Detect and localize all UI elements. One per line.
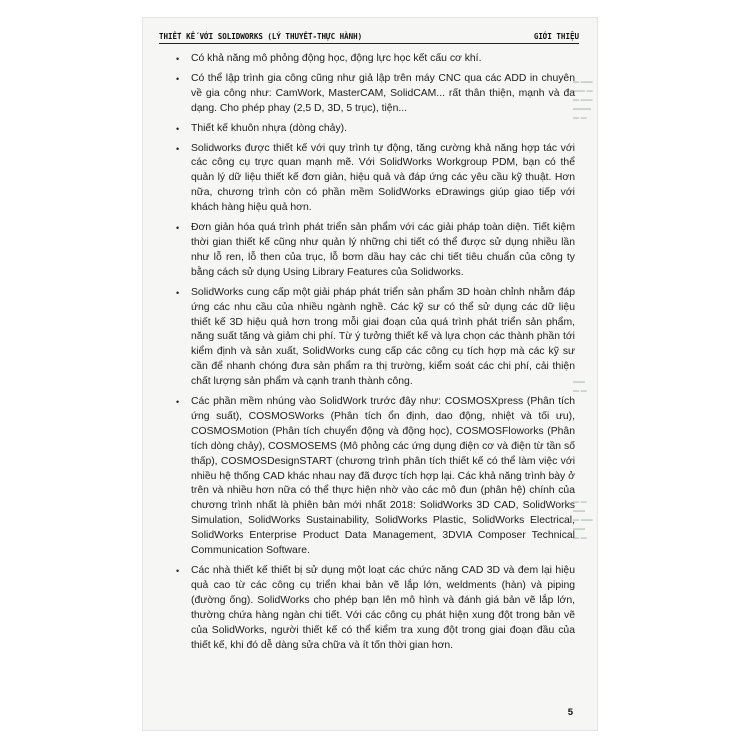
- bullet-list: [167, 52, 575, 653]
- show-through-text: ▬▬ ▬ ▬: [573, 379, 587, 394]
- bullet-icon: •: [176, 54, 180, 64]
- list-item-text: Solidworks được thiết kế với quy trình tự động, tăng cường khả năng hợp tác với các công cụ trực quan mạnh mẽ. Với SolidWorks Workgroup PDM, bạn có thể quản lý dữ liệu thiết kế đơn giản, hiệu quả và đáp ứng các yêu cầu kỹ thuật. Hơn nữa, chương trình còn có phần mềm SolidWorks eDrawings giúp giao tiếp với khách hàng hiệu quả hơn.: [191, 142, 575, 214]
- running-header: [159, 28, 579, 44]
- bullet-icon: •: [176, 397, 180, 408]
- list-item: [167, 142, 575, 217]
- list-item-text: Các phần mềm nhúng vào SolidWork trước đây như: COSMOSXpress (Phân tích ứng suất), COSMOSWorks (Phân tích ổn định, dao động, nhiệt và tối ưu), COSMOSMotion (Phân tích chuyển động và động học), COSMOSFloworks (Phân tích dòng chảy), COSMOSEMS (Mô phỏng các ứng dụng điện cơ và điện từ tần số thấp), COSMOSDesignSTART (chương trình phân tích thiết kế có thể làm việc với nhiều hệ thống CAD khác nhau nay đã được tích hợp lại. Các khả năng trình bày ở trên và nhiều hơn nữa có thể thực hiện nhờ vào các mô đun (phân hệ) chính của chương trình nhất là phiên bản mới nhất 2018: SolidWorks 3D CAD, SolidWorks Simulation, SolidWorks Sustainability, SolidWorks Plastic, SolidWorks Electrical, SolidWorks Enterprise Product Data Management, 3DVIA Composer Technical Communication Software.: [191, 396, 575, 557]
- book-page: [143, 18, 597, 730]
- page-body: [167, 52, 575, 658]
- bullet-icon: •: [176, 223, 180, 234]
- header-chapter-title: GIỚI THIỆU: [533, 32, 579, 41]
- show-through-text: ▬ ▬▬ ▬▬ ▬ ▬ ▬▬ ▬▬▬ ▬ ▬: [573, 79, 593, 121]
- bullet-icon: •: [176, 73, 180, 84]
- bullet-icon: •: [176, 143, 180, 154]
- list-item-text: Có thể lập trình gia công cũng như giả lập trên máy CNC qua các ADD in chuyên về gia công như: CamWork, MasterCAM, SolidCAM... rất thân thiện, mạnh và đa dạng. Cho phép phay (2,5 D, 3D, 5 trục), tiện...: [191, 72, 575, 114]
- list-item: [167, 286, 575, 390]
- header-book-title: THIẾT KẾ VỚI SOLIDWORKS (LÝ THUYẾT-THỰC HÀNH): [159, 32, 363, 41]
- bullet-icon: •: [176, 287, 180, 298]
- page-number: 5: [567, 707, 573, 718]
- list-item-text: Thiết kế khuôn nhựa (dòng chảy).: [191, 122, 347, 134]
- list-item: [167, 221, 575, 281]
- list-item-text: Đơn giản hóa quá trình phát triển sản phẩm với các giải pháp toàn diện. Tiết kiệm thời gian thiết kế cũng như quản lý những chi tiết có thể được sử dụng nhiều lần như lỗ ren, lỗ then của trục, lỗ bơm dầu hay các chi tiết tiêu chuẩn của công ty bằng cách sử dụng Using Library Features của Solidworks.: [191, 222, 575, 278]
- list-item: [167, 395, 575, 559]
- list-item: [167, 564, 575, 653]
- list-item: [167, 122, 575, 137]
- bullet-icon: •: [176, 123, 180, 134]
- list-item: [167, 72, 575, 117]
- bullet-icon: •: [176, 566, 180, 576]
- list-item: [167, 52, 575, 67]
- show-through-text: ▬ ▬ ▬▬ ▬ ▬▬ ▬▬ ▬ ▬: [573, 499, 593, 541]
- list-item-text: Các nhà thiết kế thiết bị sử dụng một loạt các chức năng CAD 3D và đem lại hiệu quả cao từ các công cụ triển khai bản vẽ lắp lớn, weldments (hàn) và piping (đường ống). SolidWorks cho phép bạn lên mô hình và đánh giá bản vẽ lắp lớn, thường chứa hàng ngàn chi tiết. Với các công cụ phát hiện xung đột trong bản vẽ của SolidWorks, người thiết kế có thể kiểm tra xung đột trong giai đoạn đầu của thiết kế, khi đó dễ dàng sửa chữa và ít tốn thời gian hơn.: [191, 565, 575, 651]
- list-item-text: SolidWorks cung cấp một giải pháp phát triển sản phẩm 3D hoàn chỉnh nhằm đáp ứng các nhu cầu của nhiều ngành nghề. Các kỹ sư có thể sử dụng các dữ liệu thiết kế 3D hiệu quả hơn trong mỗi giai đoạn của quá trình phát triển sản phẩm, năng suất tăng và giảm chi phí. Từ ý tưởng thiết kế và lựa chọn các thành phần tới kiểm định và sản xuất, SolidWorks cung cấp các công cụ tích hợp mà các kỹ sư cần để nhanh chóng đưa sản phẩm ra thị trường, kiểm soát các chi phí, cải thiện chất lượng sản phẩm và cạnh tranh thành công.: [191, 286, 575, 388]
- list-item-text: Có khả năng mô phỏng động học, động lực học kết cấu cơ khí.: [191, 53, 482, 64]
